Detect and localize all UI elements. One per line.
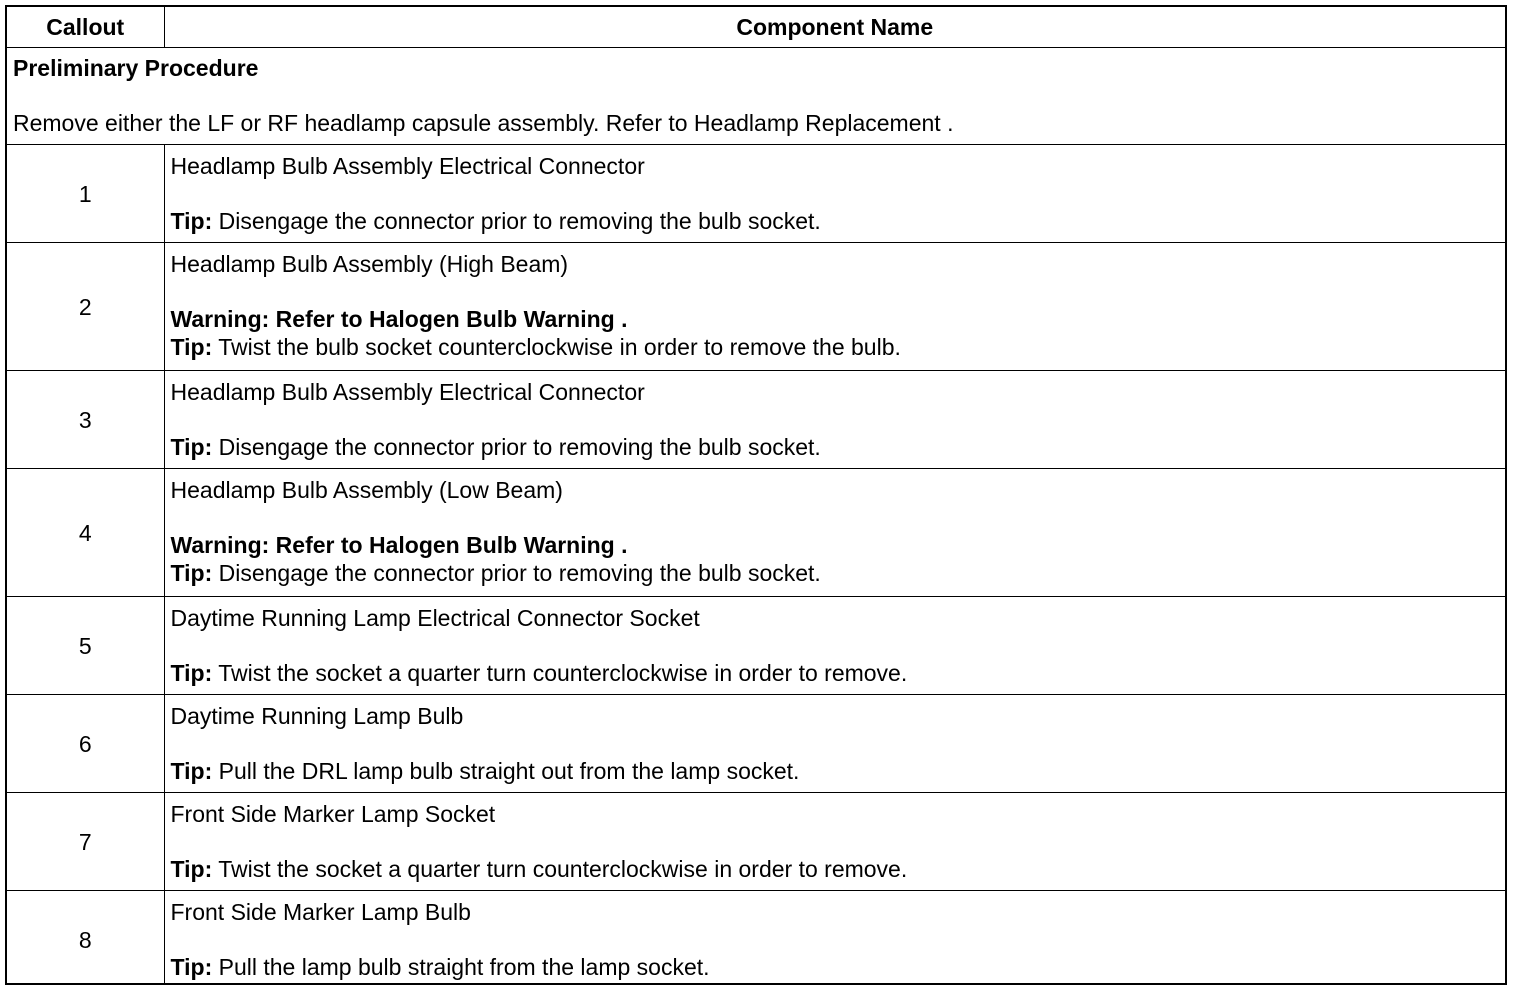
tip-line: [171, 855, 1500, 883]
callout-number: 6: [7, 695, 164, 793]
tip-text: Disengage the connector prior to removing the bulb socket.: [218, 434, 821, 460]
tip-label: Tip:: [170, 434, 213, 460]
callout-number: 1: [7, 145, 164, 243]
component-cell: [164, 597, 1505, 695]
table-row: [7, 695, 1505, 793]
tip-line: [171, 433, 1500, 461]
tip-label: Tip:: [170, 660, 213, 686]
tip-label: Tip:: [170, 856, 213, 882]
warning-text: Warning: Refer to Halogen Bulb Warning .: [170, 306, 628, 332]
tip-line: [171, 559, 1500, 587]
component-cell: [164, 469, 1505, 597]
tip-label: Tip:: [170, 954, 213, 980]
preliminary-text: Remove either the LF or RF headlamp capsule assembly. Refer to Headlamp Replacement .: [13, 110, 954, 136]
component-name: Headlamp Bulb Assembly (High Beam): [170, 251, 569, 277]
callout-number: 5: [7, 597, 164, 695]
header-component-name: Component Name: [164, 7, 1505, 48]
warning-text: Warning: Refer to Halogen Bulb Warning .: [170, 532, 628, 558]
tip-text: Disengage the connector prior to removing the bulb socket.: [218, 208, 821, 234]
header-callout: Callout: [7, 7, 164, 48]
callout-number: 2: [7, 243, 164, 371]
callout-number: 4: [7, 469, 164, 597]
component-name: Headlamp Bulb Assembly Electrical Connector: [170, 379, 645, 405]
tip-text: Twist the socket a quarter turn counterclockwise in order to remove.: [218, 856, 908, 882]
tip-text: Disengage the connector prior to removing the bulb socket.: [218, 560, 821, 586]
component-name: Daytime Running Lamp Electrical Connector Socket: [170, 605, 700, 631]
component-name: Daytime Running Lamp Bulb: [170, 703, 464, 729]
table-row: [7, 145, 1505, 243]
table-row: [7, 469, 1505, 597]
tip-text: Pull the lamp bulb straight from the lamp socket.: [218, 954, 710, 980]
callout-number: 3: [7, 371, 164, 469]
component-cell: [164, 891, 1505, 986]
tip-line: [171, 953, 1500, 981]
tip-line: [171, 333, 1500, 361]
tip-label: Tip:: [170, 758, 213, 784]
component-cell: [164, 695, 1505, 793]
table-row: [7, 891, 1505, 986]
tip-label: Tip:: [170, 334, 213, 360]
preliminary-heading: Preliminary Procedure: [13, 55, 259, 81]
callout-number: 7: [7, 793, 164, 891]
header-row: [7, 7, 1505, 48]
callout-table: [7, 7, 1505, 985]
callout-table-frame: [5, 5, 1507, 985]
component-cell: [164, 371, 1505, 469]
component-cell: [164, 145, 1505, 243]
table-row: [7, 371, 1505, 469]
table-row: [7, 243, 1505, 371]
tip-label: Tip:: [170, 208, 213, 234]
tip-line: [171, 207, 1500, 235]
tip-text: Twist the socket a quarter turn counterclockwise in order to remove.: [218, 660, 908, 686]
tip-text: Pull the DRL lamp bulb straight out from the lamp socket.: [218, 758, 800, 784]
component-name: Headlamp Bulb Assembly Electrical Connector: [170, 153, 645, 179]
tip-text: Twist the bulb socket counterclockwise in order to remove the bulb.: [218, 334, 901, 360]
tip-label: Tip:: [170, 560, 213, 586]
tip-line: [171, 757, 1500, 785]
component-cell: [164, 243, 1505, 371]
tip-line: [171, 659, 1500, 687]
component-cell: [164, 793, 1505, 891]
preliminary-row: [7, 48, 1505, 145]
component-name: Front Side Marker Lamp Bulb: [170, 899, 471, 925]
component-name: Headlamp Bulb Assembly (Low Beam): [170, 477, 563, 503]
table-row: [7, 597, 1505, 695]
table-row: [7, 793, 1505, 891]
component-name: Front Side Marker Lamp Socket: [170, 801, 496, 827]
preliminary-cell: [7, 48, 1505, 145]
callout-number: 8: [7, 891, 164, 986]
